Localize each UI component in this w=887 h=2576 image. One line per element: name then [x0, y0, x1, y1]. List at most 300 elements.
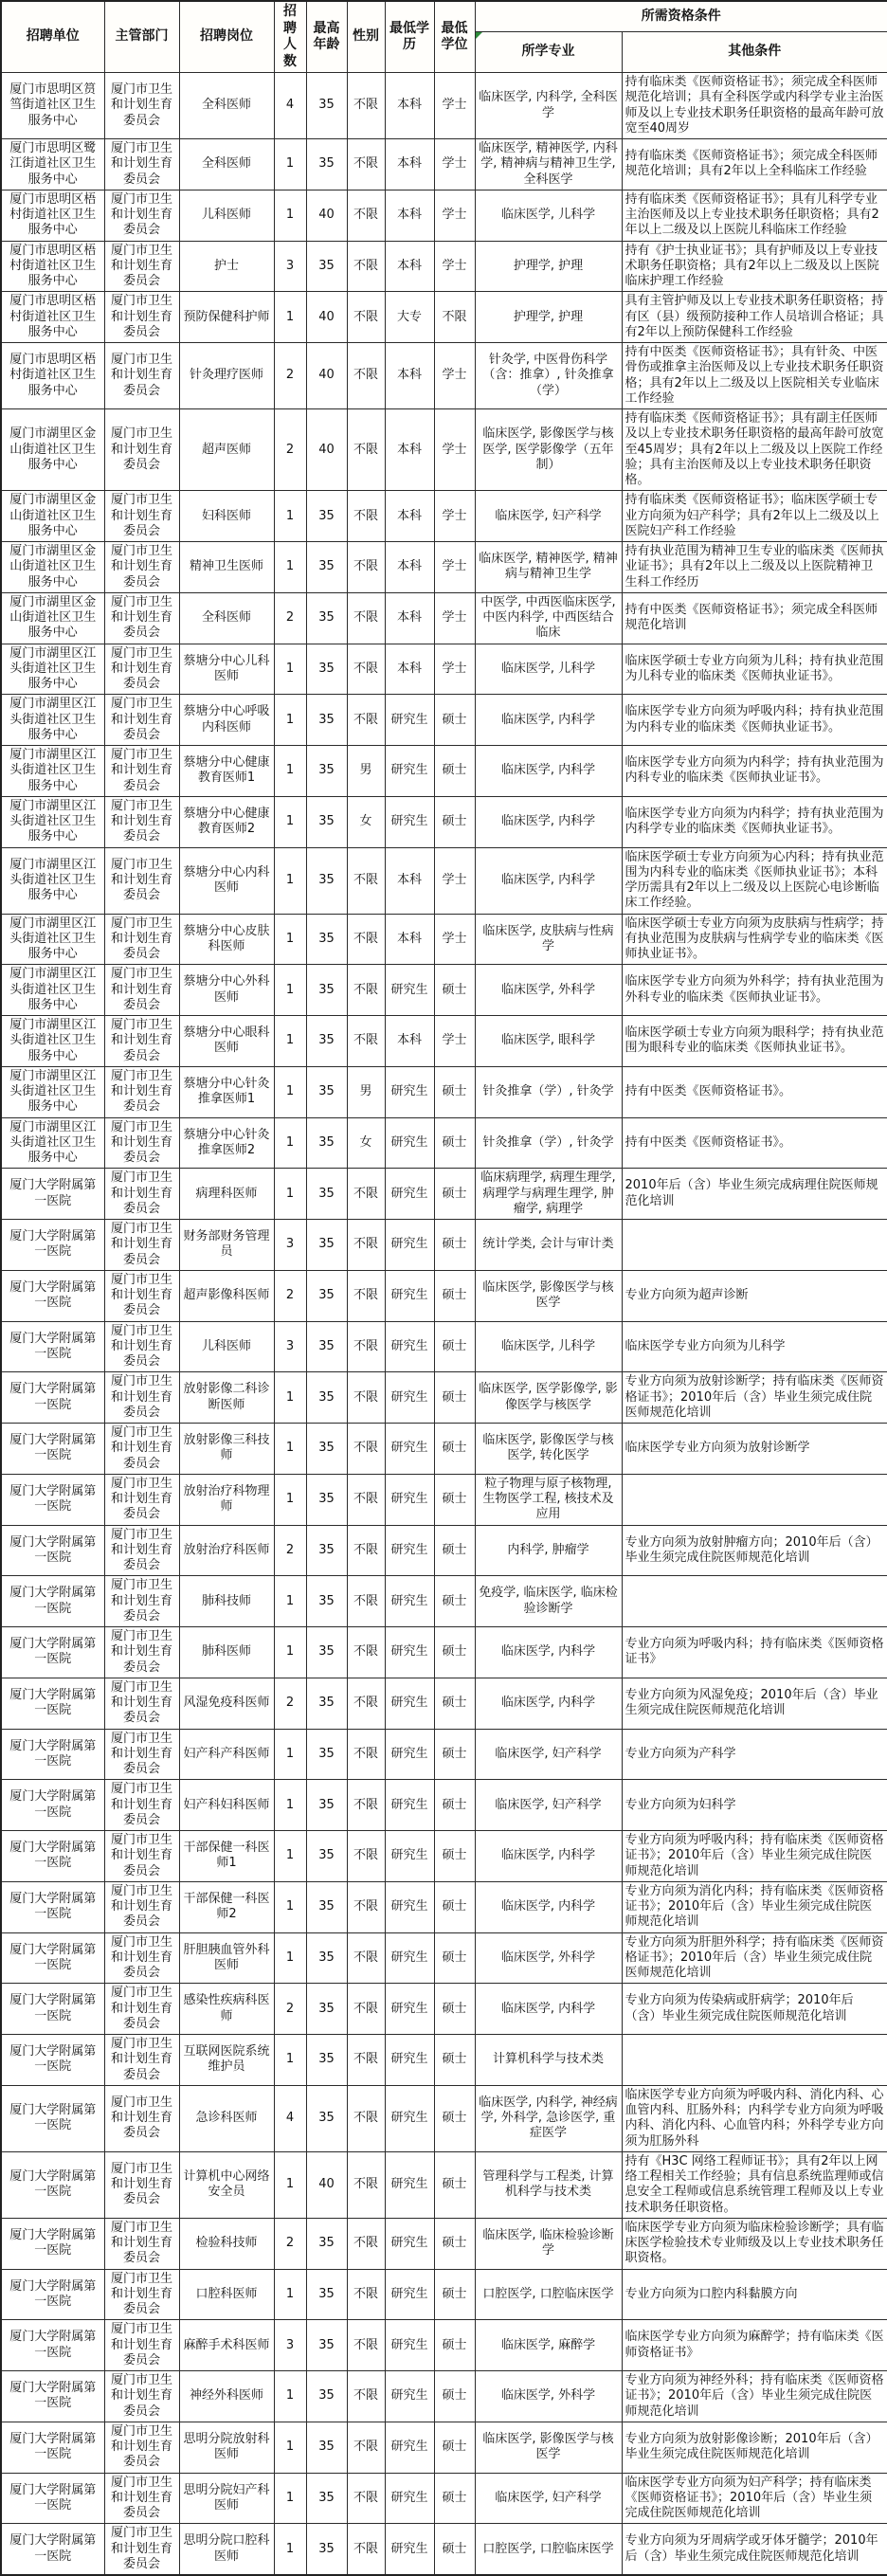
other-conditions-cell: 专业方向须为消化内科；持有临床类《医师资格证书》；2010年后（含）毕业生须完成住院医师规范化培训 — [622, 1881, 887, 1932]
age-cell: 35 — [306, 2473, 347, 2524]
post-cell: 计算机中心网络安全员 — [179, 2151, 274, 2218]
gender-cell: 不限 — [347, 2473, 385, 2524]
table-row — [1, 292, 887, 343]
other-conditions-cell: 具有主管护师及以上专业技术职务任职资格；持有区（县）级预防接种工作人员培训合格证；具有2年以上预防保健科工作经验 — [622, 292, 887, 343]
count-cell: 1 — [274, 2035, 306, 2086]
post-cell: 妇产科妇科医师 — [179, 1780, 274, 1831]
gender-cell: 不限 — [347, 1424, 385, 1475]
edu-cell: 本科 — [385, 644, 434, 695]
other-conditions-cell: 持有临床类《医师资格证书》；须完成全科医师规范化培训；具有全科医学或内科学专业主治医师及以上专业技术职务任职资格的最高年龄可放宽至40周岁 — [622, 73, 887, 139]
degree-cell: 硕士 — [434, 965, 475, 1016]
gender-cell: 不限 — [347, 1780, 385, 1831]
gender-cell: 不限 — [347, 592, 385, 644]
count-cell: 1 — [274, 644, 306, 695]
major-cell: 临床医学, 内科学 — [475, 1627, 622, 1678]
dept-cell: 厦门市卫生和计划生育委员会 — [104, 1831, 179, 1882]
post-cell: 干部保健一科医师1 — [179, 1831, 274, 1882]
major-cell: 护理学, 护理 — [475, 292, 622, 343]
gender-cell: 不限 — [347, 241, 385, 292]
post-cell: 针灸理疗医师 — [179, 343, 274, 409]
edu-cell: 研究生 — [385, 2422, 434, 2473]
table-row — [1, 1932, 887, 1984]
degree-cell: 学士 — [434, 190, 475, 241]
unit-cell: 厦门大学附属第一医院 — [1, 1729, 104, 1780]
age-cell: 35 — [306, 1881, 347, 1932]
edu-cell: 研究生 — [385, 2218, 434, 2269]
degree-cell: 学士 — [434, 241, 475, 292]
degree-cell: 硕士 — [434, 1831, 475, 1882]
age-cell: 35 — [306, 2269, 347, 2320]
other-conditions-cell: 专业方向须为呼吸内科；持有临床类《医师资格证书》；2010年后（含）毕业生须完成住院医师规范化培训 — [622, 1831, 887, 1882]
age-cell: 35 — [306, 914, 347, 965]
edu-cell: 研究生 — [385, 2035, 434, 2086]
count-cell: 2 — [274, 1525, 306, 1576]
unit-cell: 厦门市湖里区江头街道社区卫生服务中心 — [1, 847, 104, 914]
count-cell: 1 — [274, 1474, 306, 1525]
count-cell: 2 — [274, 592, 306, 644]
degree-cell: 硕士 — [434, 1066, 475, 1117]
dept-cell: 厦门市卫生和计划生育委员会 — [104, 1424, 179, 1475]
age-cell: 35 — [306, 695, 347, 746]
count-cell: 1 — [274, 2524, 306, 2575]
table-row — [1, 409, 887, 491]
edu-cell: 大专 — [385, 292, 434, 343]
header-gender: 性别 — [347, 1, 385, 73]
post-cell: 神经外科医师 — [179, 2371, 274, 2422]
gender-cell: 不限 — [347, 1831, 385, 1882]
edu-cell: 本科 — [385, 542, 434, 593]
degree-cell: 学士 — [434, 73, 475, 139]
unit-cell: 厦门市思明区梧村街道社区卫生服务中心 — [1, 190, 104, 241]
dept-cell: 厦门市卫生和计划生育委员会 — [104, 1270, 179, 1321]
table-row — [1, 2473, 887, 2524]
unit-cell: 厦门大学附属第一医院 — [1, 2524, 104, 2575]
age-cell: 35 — [306, 1016, 347, 1067]
gender-cell: 不限 — [347, 2035, 385, 2086]
post-cell: 全科医师 — [179, 73, 274, 139]
unit-cell: 厦门市湖里区金山街道社区卫生服务中心 — [1, 542, 104, 593]
edu-cell: 研究生 — [385, 2524, 434, 2575]
unit-cell: 厦门大学附属第一医院 — [1, 2035, 104, 2086]
post-cell: 口腔科医师 — [179, 2269, 274, 2320]
edu-cell: 本科 — [385, 409, 434, 491]
count-cell: 2 — [274, 1984, 306, 2035]
major-cell: 针灸学, 中医骨伤科学（含：推拿）, 针灸推拿（学） — [475, 343, 622, 409]
unit-cell: 厦门市思明区梧村街道社区卫生服务中心 — [1, 292, 104, 343]
dept-cell: 厦门市卫生和计划生育委员会 — [104, 2524, 179, 2575]
other-conditions-cell: 专业方向须为放射诊断学；持有临床类《医师资格证书》；2010年后（含）毕业生须完成住院医师规范化培训 — [622, 1372, 887, 1424]
edu-cell: 研究生 — [385, 1117, 434, 1169]
count-cell: 1 — [274, 914, 306, 965]
unit-cell: 厦门大学附属第一医院 — [1, 1424, 104, 1475]
unit-cell: 厦门市湖里区江头街道社区卫生服务中心 — [1, 746, 104, 797]
age-cell: 35 — [306, 2085, 347, 2151]
dept-cell: 厦门市卫生和计划生育委员会 — [104, 542, 179, 593]
dept-cell: 厦门市卫生和计划生育委员会 — [104, 1627, 179, 1678]
post-cell: 思明分院放射科医师 — [179, 2422, 274, 2473]
table-row — [1, 847, 887, 914]
edu-cell: 研究生 — [385, 1321, 434, 1372]
count-cell: 1 — [274, 1831, 306, 1882]
post-cell: 放射影像三科技师 — [179, 1424, 274, 1475]
dept-cell: 厦门市卫生和计划生育委员会 — [104, 1372, 179, 1424]
age-cell: 35 — [306, 542, 347, 593]
table-row — [1, 746, 887, 797]
table-row — [1, 1474, 887, 1525]
unit-cell: 厦门大学附属第一医院 — [1, 1220, 104, 1271]
degree-cell: 学士 — [434, 644, 475, 695]
dept-cell: 厦门市卫生和计划生育委员会 — [104, 1321, 179, 1372]
post-cell: 超声医师 — [179, 409, 274, 491]
dept-cell: 厦门市卫生和计划生育委员会 — [104, 491, 179, 542]
edu-cell: 研究生 — [385, 1270, 434, 1321]
unit-cell: 厦门市湖里区江头街道社区卫生服务中心 — [1, 1066, 104, 1117]
edu-cell: 研究生 — [385, 2269, 434, 2320]
unit-cell: 厦门市湖里区江头街道社区卫生服务中心 — [1, 914, 104, 965]
dept-cell: 厦门市卫生和计划生育委员会 — [104, 1117, 179, 1169]
age-cell: 35 — [306, 1066, 347, 1117]
degree-cell: 学士 — [434, 409, 475, 491]
post-cell: 全科医师 — [179, 139, 274, 190]
post-cell: 感染性疾病科医师 — [179, 1984, 274, 2035]
other-conditions-cell: 持有《H3C 网络工程师证书》；具有2年以上网络工程相关工作经验；具有信息系统监理师或信息安全工程师或信息系统管理工程师及以上专业技术职务任职资格。 — [622, 2151, 887, 2218]
age-cell: 40 — [306, 2151, 347, 2218]
gender-cell: 不限 — [347, 1372, 385, 1424]
degree-cell: 硕士 — [434, 2422, 475, 2473]
count-cell: 2 — [274, 343, 306, 409]
table-row — [1, 190, 887, 241]
gender-cell: 不限 — [347, 1984, 385, 2035]
degree-cell: 硕士 — [434, 2218, 475, 2269]
age-cell: 35 — [306, 644, 347, 695]
age-cell: 35 — [306, 1932, 347, 1984]
gender-cell: 男 — [347, 746, 385, 797]
major-cell: 临床医学, 外科学 — [475, 1932, 622, 1984]
edu-cell: 本科 — [385, 914, 434, 965]
major-cell: 临床医学, 影像医学与核医学 — [475, 2422, 622, 2473]
post-cell: 肝胆胰血管外科医师 — [179, 1932, 274, 1984]
degree-cell: 硕士 — [434, 1321, 475, 1372]
table-row — [1, 491, 887, 542]
gender-cell: 不限 — [347, 1729, 385, 1780]
count-cell: 1 — [274, 1627, 306, 1678]
gender-cell: 不限 — [347, 292, 385, 343]
unit-cell: 厦门大学附属第一医院 — [1, 2473, 104, 2524]
age-cell: 35 — [306, 2320, 347, 2371]
age-cell: 35 — [306, 1474, 347, 1525]
post-cell: 蔡塘分中心健康教育医师1 — [179, 746, 274, 797]
edu-cell: 研究生 — [385, 1627, 434, 1678]
other-conditions-cell: 专业方向须为传染病或肝病学；2010年后（含）毕业生须完成住院医师规范化培训 — [622, 1984, 887, 2035]
degree-cell: 学士 — [434, 139, 475, 190]
count-cell: 1 — [274, 1066, 306, 1117]
gender-cell: 不限 — [347, 190, 385, 241]
major-cell: 临床医学, 内科学 — [475, 1678, 622, 1729]
unit-cell: 厦门大学附属第一医院 — [1, 2151, 104, 2218]
unit-cell: 厦门市湖里区金山街道社区卫生服务中心 — [1, 491, 104, 542]
table-row — [1, 73, 887, 139]
age-cell: 35 — [306, 965, 347, 1016]
table-row — [1, 2151, 887, 2218]
age-cell: 35 — [306, 1576, 347, 1627]
gender-cell: 不限 — [347, 2085, 385, 2151]
count-cell: 4 — [274, 2085, 306, 2151]
major-cell: 临床病理学, 病理生理学, 病理学与病理生理学, 肿瘤学, 病理学 — [475, 1169, 622, 1220]
post-cell: 肺科技师 — [179, 1576, 274, 1627]
edu-cell: 本科 — [385, 190, 434, 241]
count-cell: 3 — [274, 1220, 306, 1271]
count-cell: 1 — [274, 1372, 306, 1424]
age-cell: 35 — [306, 1220, 347, 1271]
other-conditions-cell: 持有临床类《医师资格证书》；具有副主任医师及以上专业技术职务任职资格的最高年龄可放宽至45周岁；具有2年以上二级及以上医院工作经验；具有主治医师及以上专业技术职务任职资格。 — [622, 409, 887, 491]
dept-cell: 厦门市卫生和计划生育委员会 — [104, 1678, 179, 1729]
age-cell: 40 — [306, 190, 347, 241]
unit-cell: 厦门大学附属第一医院 — [1, 1780, 104, 1831]
major-cell: 临床医学, 儿科学 — [475, 1321, 622, 1372]
other-conditions-cell: 专业方向须为呼吸内科；持有临床类《医师资格证书》 — [622, 1627, 887, 1678]
other-conditions-cell: 专业方向须为放射肿瘤方向；2010年后（含）毕业生须完成住院医师规范化培训 — [622, 1525, 887, 1576]
major-cell: 临床医学, 内科学 — [475, 1881, 622, 1932]
post-cell: 肺科医师 — [179, 1627, 274, 1678]
gender-cell: 男 — [347, 1066, 385, 1117]
major-cell: 临床医学, 外科学 — [475, 965, 622, 1016]
dept-cell: 厦门市卫生和计划生育委员会 — [104, 73, 179, 139]
degree-cell: 硕士 — [434, 1525, 475, 1576]
dept-cell: 厦门市卫生和计划生育委员会 — [104, 343, 179, 409]
table-row — [1, 2422, 887, 2473]
post-cell: 儿科医师 — [179, 1321, 274, 1372]
age-cell: 35 — [306, 491, 347, 542]
edu-cell: 研究生 — [385, 1678, 434, 1729]
table-row — [1, 1627, 887, 1678]
gender-cell: 不限 — [347, 1270, 385, 1321]
unit-cell: 厦门市思明区筼筜街道社区卫生服务中心 — [1, 73, 104, 139]
gender-cell: 不限 — [347, 1881, 385, 1932]
count-cell: 1 — [274, 746, 306, 797]
major-cell: 口腔医学, 口腔临床医学 — [475, 2524, 622, 2575]
table-body — [1, 73, 887, 2576]
other-conditions-cell: 专业方向须为神经外科；持有临床类《医师资格证书》；2010年后（含）毕业生须完成住院医师规范化培训 — [622, 2371, 887, 2422]
post-cell: 妇科医师 — [179, 491, 274, 542]
age-cell: 35 — [306, 847, 347, 914]
gender-cell: 不限 — [347, 1627, 385, 1678]
count-cell: 4 — [274, 73, 306, 139]
dept-cell: 厦门市卫生和计划生育委员会 — [104, 965, 179, 1016]
other-conditions-cell: 专业方向须为风湿免疫；2010年后（含）毕业生须完成住院医师规范化培训 — [622, 1678, 887, 1729]
age-cell: 35 — [306, 1169, 347, 1220]
dept-cell: 厦门市卫生和计划生育委员会 — [104, 1066, 179, 1117]
count-cell: 1 — [274, 2422, 306, 2473]
dept-cell: 厦门市卫生和计划生育委员会 — [104, 914, 179, 965]
header-unit: 招聘单位 — [1, 1, 104, 73]
dept-cell: 厦门市卫生和计划生育委员会 — [104, 241, 179, 292]
dept-cell: 厦门市卫生和计划生育委员会 — [104, 2151, 179, 2218]
dept-cell: 厦门市卫生和计划生育委员会 — [104, 796, 179, 847]
other-conditions-cell: 临床医学硕士专业方向须为皮肤病与性病学；持有执业范围为皮肤病与性病学专业的临床类《医师执业证书》。 — [622, 914, 887, 965]
unit-cell: 厦门大学附属第一医院 — [1, 2269, 104, 2320]
count-cell: 1 — [274, 139, 306, 190]
count-cell: 2 — [274, 409, 306, 491]
table-row — [1, 2371, 887, 2422]
major-cell: 临床医学, 内科学 — [475, 1984, 622, 2035]
age-cell: 35 — [306, 2524, 347, 2575]
gender-cell: 不限 — [347, 409, 385, 491]
major-cell: 中医学, 中西医临床医学, 中医内科学, 中西医结合临床 — [475, 592, 622, 644]
edu-cell: 研究生 — [385, 1932, 434, 1984]
dept-cell: 厦门市卫生和计划生育委员会 — [104, 190, 179, 241]
edu-cell: 本科 — [385, 73, 434, 139]
major-cell: 临床医学, 内科学 — [475, 695, 622, 746]
gender-cell: 女 — [347, 796, 385, 847]
age-cell: 35 — [306, 241, 347, 292]
table-row — [1, 1169, 887, 1220]
gender-cell: 不限 — [347, 644, 385, 695]
other-conditions-cell: 临床医学专业方向须为外科学；持有执业范围为外科专业的临床类《医师执业证书》。 — [622, 965, 887, 1016]
count-cell: 2 — [274, 1270, 306, 1321]
other-conditions-cell: 临床医学专业方向须为内科学；持有执业范围为内科专业的临床类《医师执业证书》。 — [622, 746, 887, 797]
major-cell: 临床医学, 皮肤病与性病学 — [475, 914, 622, 965]
other-conditions-cell: 临床医学专业方向须为临床检验诊断学；具有临床医学检验技术专业师级及以上专业技术职务任职资格。 — [622, 2218, 887, 2269]
gender-cell: 不限 — [347, 847, 385, 914]
unit-cell: 厦门大学附属第一医院 — [1, 2218, 104, 2269]
dept-cell: 厦门市卫生和计划生育委员会 — [104, 2422, 179, 2473]
table-row — [1, 1270, 887, 1321]
other-conditions-cell: 持有临床类《医师资格证书》；须完成全科医师规范化培训；具有2年以上全科临床工作经验 — [622, 139, 887, 190]
degree-cell: 硕士 — [434, 1220, 475, 1271]
post-cell: 蔡塘分中心外科医师 — [179, 965, 274, 1016]
major-cell: 临床医学, 内科学 — [475, 796, 622, 847]
table-row — [1, 1525, 887, 1576]
gender-cell: 不限 — [347, 1678, 385, 1729]
gender-cell: 不限 — [347, 491, 385, 542]
table-row — [1, 1780, 887, 1831]
edu-cell: 研究生 — [385, 965, 434, 1016]
age-cell: 35 — [306, 1372, 347, 1424]
other-conditions-cell — [622, 1576, 887, 1627]
degree-cell: 硕士 — [434, 1576, 475, 1627]
degree-cell: 学士 — [434, 914, 475, 965]
count-cell: 1 — [274, 1016, 306, 1067]
unit-cell: 厦门市湖里区金山街道社区卫生服务中心 — [1, 409, 104, 491]
unit-cell: 厦门大学附属第一医院 — [1, 1831, 104, 1882]
gender-cell: 不限 — [347, 343, 385, 409]
post-cell: 蔡塘分中心健康教育医师2 — [179, 796, 274, 847]
post-cell: 放射影像二科诊断医师 — [179, 1372, 274, 1424]
other-conditions-cell: 持有中医类《医师资格证书》；具有针灸、中医骨伤或推拿主治医师及以上专业技术职务任职资格；具有2年以上二级及以上医院相关专业临床工作经验 — [622, 343, 887, 409]
post-cell: 护士 — [179, 241, 274, 292]
dept-cell: 厦门市卫生和计划生育委员会 — [104, 139, 179, 190]
gender-cell: 不限 — [347, 695, 385, 746]
major-cell: 临床医学, 眼科学 — [475, 1016, 622, 1067]
degree-cell: 硕士 — [434, 1984, 475, 2035]
table-row — [1, 241, 887, 292]
age-cell: 35 — [306, 796, 347, 847]
major-cell: 临床医学, 妇产科学 — [475, 1780, 622, 1831]
other-conditions-cell — [622, 1220, 887, 1271]
table-row — [1, 1220, 887, 1271]
edu-cell: 研究生 — [385, 1576, 434, 1627]
other-conditions-cell: 持有临床类《医师资格证书》；临床医学硕士专业方向须为妇产科学；具有2年以上二级及以上医院妇产科工作经验 — [622, 491, 887, 542]
table-row — [1, 2218, 887, 2269]
unit-cell: 厦门大学附属第一医院 — [1, 1372, 104, 1424]
degree-cell: 不限 — [434, 292, 475, 343]
degree-cell: 硕士 — [434, 2371, 475, 2422]
dept-cell: 厦门市卫生和计划生育委员会 — [104, 1729, 179, 1780]
count-cell: 1 — [274, 542, 306, 593]
table-row — [1, 1984, 887, 2035]
post-cell: 放射治疗科物理师 — [179, 1474, 274, 1525]
post-cell: 蔡塘分中心眼科医师 — [179, 1016, 274, 1067]
major-cell: 临床医学, 内科学 — [475, 847, 622, 914]
degree-cell: 硕士 — [434, 2320, 475, 2371]
post-cell: 干部保健一科医师2 — [179, 1881, 274, 1932]
degree-cell: 硕士 — [434, 1678, 475, 1729]
age-cell: 40 — [306, 409, 347, 491]
age-cell: 35 — [306, 1831, 347, 1882]
table-row — [1, 1831, 887, 1882]
count-cell: 3 — [274, 2320, 306, 2371]
count-cell: 1 — [274, 1117, 306, 1169]
gender-cell: 不限 — [347, 73, 385, 139]
degree-cell: 硕士 — [434, 1627, 475, 1678]
unit-cell: 厦门大学附属第一医院 — [1, 1576, 104, 1627]
major-cell: 粒子物理与原子核物理, 生物医学工程, 核技术及应用 — [475, 1474, 622, 1525]
age-cell: 35 — [306, 2371, 347, 2422]
degree-cell: 学士 — [434, 343, 475, 409]
other-conditions-cell — [622, 1474, 887, 1525]
age-cell: 35 — [306, 2035, 347, 2086]
unit-cell: 厦门大学附属第一医院 — [1, 1881, 104, 1932]
edu-cell: 本科 — [385, 241, 434, 292]
table-row — [1, 542, 887, 593]
table-row — [1, 2524, 887, 2575]
age-cell: 35 — [306, 1729, 347, 1780]
major-cell: 临床医学, 内科学, 神经病学, 外科学, 急诊医学, 重症医学 — [475, 2085, 622, 2151]
gender-cell: 不限 — [347, 2320, 385, 2371]
edu-cell: 研究生 — [385, 695, 434, 746]
degree-cell: 硕士 — [434, 2473, 475, 2524]
major-cell: 临床医学, 精神医学, 内科学, 精神病与精神卫生学, 全科医学 — [475, 139, 622, 190]
degree-cell: 硕士 — [434, 1169, 475, 1220]
major-cell: 口腔医学, 口腔临床医学 — [475, 2269, 622, 2320]
other-conditions-cell: 临床医学专业方向须为儿科学 — [622, 1321, 887, 1372]
other-conditions-cell: 临床医学硕士专业方向须为心内科；持有执业范围为内科专业的临床类《医师执业证书》；本科学历需具有2年以上二级及以上医院心电诊断临床工作经验。 — [622, 847, 887, 914]
edu-cell: 本科 — [385, 847, 434, 914]
edu-cell: 本科 — [385, 592, 434, 644]
unit-cell: 厦门大学附属第一医院 — [1, 1270, 104, 1321]
count-cell: 1 — [274, 796, 306, 847]
other-conditions-cell: 临床医学专业方向须为妇产科学；持有临床类《医师资格证书》；2010年后（含）毕业生须完成住院医师规范化培训 — [622, 2473, 887, 2524]
unit-cell: 厦门大学附属第一医院 — [1, 1627, 104, 1678]
count-cell: 2 — [274, 1678, 306, 1729]
count-cell: 1 — [274, 695, 306, 746]
table-row — [1, 2035, 887, 2086]
count-cell: 1 — [274, 1424, 306, 1475]
gender-cell: 不限 — [347, 1321, 385, 1372]
degree-cell: 硕士 — [434, 1780, 475, 1831]
count-cell: 1 — [274, 2371, 306, 2422]
header-min-edu: 最低学历 — [385, 1, 434, 73]
unit-cell: 厦门大学附属第一医院 — [1, 1984, 104, 2035]
major-cell: 统计学类, 会计与审计类 — [475, 1220, 622, 1271]
edu-cell: 本科 — [385, 1016, 434, 1067]
other-conditions-cell: 持有《护士执业证书》；具有护师及以上专业技术职务任职资格；具有2年以上二级及以上医院临床护理工作经验 — [622, 241, 887, 292]
degree-cell: 硕士 — [434, 1474, 475, 1525]
dept-cell: 厦门市卫生和计划生育委员会 — [104, 644, 179, 695]
age-cell: 35 — [306, 1627, 347, 1678]
major-cell: 临床医学, 影像医学与核医学 — [475, 1270, 622, 1321]
post-cell: 预防保健科护师 — [179, 292, 274, 343]
